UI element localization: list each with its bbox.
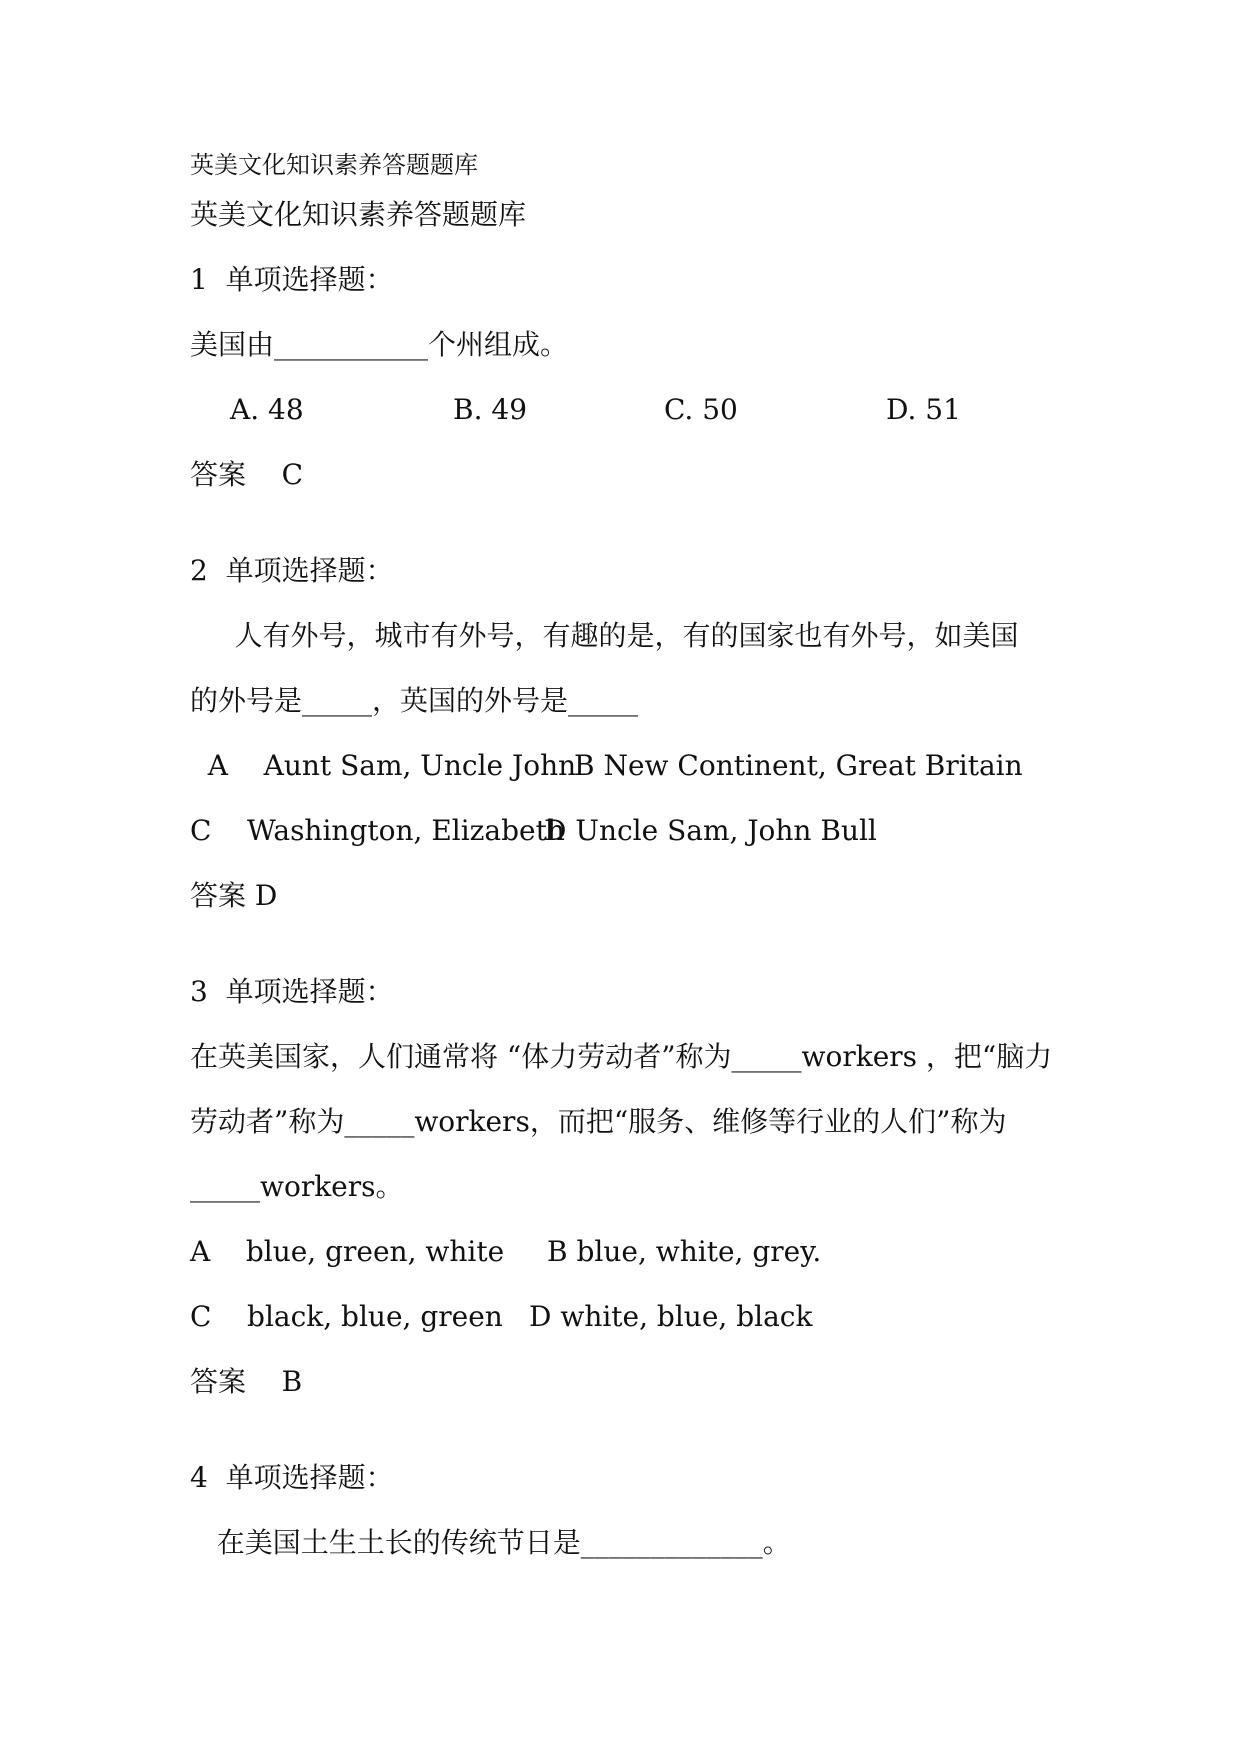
option-b: B. 49 xyxy=(453,393,528,426)
option-c: C. 50 xyxy=(664,393,738,426)
page-header: 英美文化知识素养答题题库 xyxy=(190,151,478,179)
question-stem: 的外号是_____，英国的外号是_____ xyxy=(190,684,639,717)
document-title: 英美文化知识素养答题题库 xyxy=(190,198,527,231)
question-stem: 人有外号，城市有外号，有趣的是，有的国家也有外号，如美国 xyxy=(190,619,1019,652)
answer: 答案 B xyxy=(190,1365,303,1398)
option-d: D Uncle Sam, John Bull xyxy=(544,814,877,847)
option-a: A Aunt Sam, Uncle John xyxy=(190,749,577,782)
option-b: B New Continent, Great Britain xyxy=(574,749,1023,782)
option-d: D white, blue, black xyxy=(529,1300,813,1333)
option-a: A. 48 xyxy=(230,393,304,426)
option-b: B blue, white, grey. xyxy=(547,1235,822,1268)
question-stem: 在美国土生土长的传统节日是_____________。 xyxy=(190,1526,791,1559)
option-d: D. 51 xyxy=(886,393,961,426)
question-heading: 4 单项选择题： xyxy=(190,1461,394,1494)
question-stem: 劳动者”称为_____workers，而把“服务、维修等行业的人们”称为 xyxy=(190,1105,1007,1138)
question-stem: 在英美国家，人们通常将 “体力劳动者”称为_____workers ，把“脑力 xyxy=(190,1040,1053,1073)
option-c: C Washington, Elizabeth xyxy=(190,814,565,847)
question-stem: 美国由___________个州组成。 xyxy=(190,328,569,361)
question-stem: _____workers。 xyxy=(190,1170,404,1203)
question-heading: 1 单项选择题： xyxy=(190,263,394,296)
question-heading: 2 单项选择题： xyxy=(190,554,394,587)
answer: 答案 C xyxy=(190,458,304,491)
option-a: A blue, green, white xyxy=(190,1235,505,1268)
answer: 答案 D xyxy=(190,879,278,912)
question-heading: 3 单项选择题： xyxy=(190,975,394,1008)
option-c: C black, blue, green xyxy=(190,1300,503,1333)
